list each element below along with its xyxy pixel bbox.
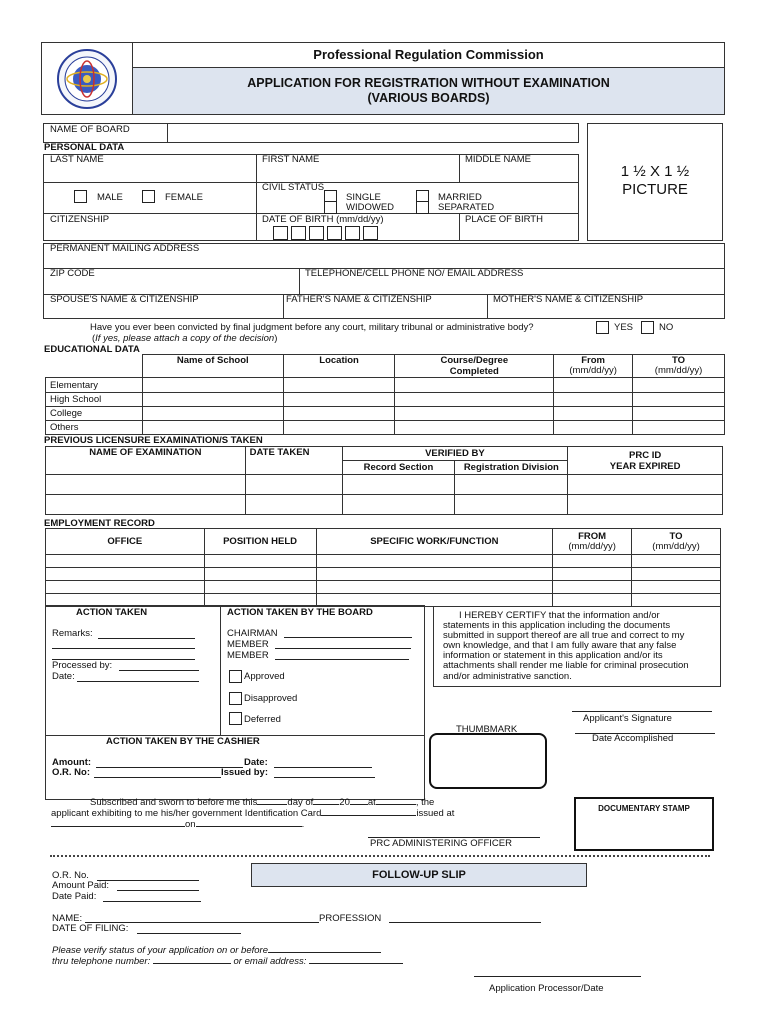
dob-box-2[interactable] bbox=[291, 226, 306, 240]
note-close: ) bbox=[274, 333, 278, 344]
spouse-label: SPOUSE'S NAME & CITIZENSHIP bbox=[50, 294, 199, 305]
oath-period: . bbox=[301, 819, 305, 830]
middle-name-label: MIDDLE NAME bbox=[465, 154, 531, 165]
licensure-table bbox=[45, 446, 723, 515]
male-label: MALE bbox=[97, 192, 123, 203]
personal-data-heading: PERSONAL DATA bbox=[44, 142, 125, 153]
oath-subscribed: Subscribed and sworn to before me this bbox=[90, 797, 258, 808]
picture-label: PICTURE bbox=[622, 181, 688, 198]
male-checkbox[interactable] bbox=[74, 190, 87, 203]
oath-line-2 bbox=[51, 808, 454, 819]
separated-checkbox[interactable] bbox=[416, 201, 429, 214]
separated-label: SEPARATED bbox=[438, 202, 495, 213]
education-table bbox=[45, 354, 725, 435]
married-label: MARRIED bbox=[438, 192, 482, 203]
form-title: APPLICATION FOR REGISTRATION WITHOUT EXAMINATION bbox=[247, 76, 610, 90]
followup-or-label: O.R. No. bbox=[52, 870, 89, 881]
oath-20: 20 bbox=[339, 797, 350, 808]
board-input[interactable] bbox=[168, 124, 578, 142]
oath-id-text: applicant exhibiting to me his/her government Identification Card bbox=[51, 808, 322, 819]
deferred-label: Deferred bbox=[244, 714, 281, 725]
lic-col-verified: VERIFIED BY bbox=[342, 447, 568, 461]
followup-filing-label: DATE OF FILING: bbox=[52, 923, 129, 934]
dob-box-5[interactable] bbox=[345, 226, 360, 240]
prc-seal-icon bbox=[52, 48, 122, 110]
conviction-question: Have you ever been convicted by final judgment before any court, military tribunal or administrative body? bbox=[90, 322, 534, 333]
certify-line-3: submitted in support thereof are all true and correct to my bbox=[443, 630, 685, 641]
cashier-title: ACTION TAKEN BY THE CASHIER bbox=[106, 736, 260, 747]
action-taken-title: ACTION TAKEN bbox=[76, 607, 148, 618]
deferred-checkbox[interactable] bbox=[229, 712, 242, 725]
processor-label: Application Processor/Date bbox=[489, 983, 604, 994]
edu-row-others: Others bbox=[46, 421, 143, 435]
dob-label: DATE OF BIRTH (mm/dd/yy) bbox=[262, 214, 384, 225]
education-heading: EDUCATIONAL DATA bbox=[44, 344, 140, 355]
employment-heading: EMPLOYMENT RECORD bbox=[44, 518, 155, 529]
lic-col-name: NAME OF EXAMINATION bbox=[46, 447, 246, 475]
certify-line-5: information or statement in this application and/or its bbox=[443, 650, 663, 661]
emp-col-work: SPECIFIC WORK/FUNCTION bbox=[316, 529, 553, 555]
approved-label: Approved bbox=[244, 671, 285, 682]
followup-profession-label: PROFESSION bbox=[319, 913, 382, 924]
zip-label: ZIP CODE bbox=[50, 268, 95, 279]
dob-box-4[interactable] bbox=[327, 226, 342, 240]
applicant-signature-label: Applicant's Signature bbox=[583, 713, 672, 724]
remarks-label: Remarks: bbox=[52, 628, 93, 639]
cut-line bbox=[50, 855, 710, 857]
emp-col-to: TO (mm/dd/yy) bbox=[632, 529, 721, 555]
org-name: Professional Regulation Commission bbox=[313, 47, 544, 62]
oath-day: day of bbox=[287, 797, 314, 808]
dob-box-3[interactable] bbox=[309, 226, 324, 240]
note-open: ( bbox=[92, 333, 96, 344]
form-subtitle: (VARIOUS BOARDS) bbox=[367, 91, 490, 105]
amount-label: Amount: bbox=[52, 757, 92, 768]
edu-col-location: Location bbox=[283, 355, 395, 378]
edu-row-highschool: High School bbox=[46, 393, 143, 407]
first-name-label: FIRST NAME bbox=[262, 154, 320, 165]
thumbmark-label: THUMBMARK bbox=[456, 724, 518, 735]
documentary-stamp-label: DOCUMENTARY STAMP bbox=[598, 804, 690, 813]
widowed-label: WIDOWED bbox=[346, 202, 395, 213]
edu-col-school: Name of School bbox=[142, 355, 283, 378]
conviction-yes-label: YES bbox=[614, 322, 634, 333]
verify-text-1: Please verify status of your application on or before bbox=[52, 945, 268, 956]
single-label: SINGLE bbox=[346, 192, 381, 203]
conviction-note bbox=[92, 333, 277, 344]
followup-amount-label: Amount Paid: bbox=[52, 880, 110, 891]
citizenship-label: CITIZENSHIP bbox=[50, 214, 110, 225]
female-checkbox[interactable] bbox=[142, 190, 155, 203]
conviction-no-label: NO bbox=[659, 322, 674, 333]
oath-line-3 bbox=[51, 819, 304, 830]
certify-line-6: attachments shall render me liable for criminal prosecution bbox=[443, 660, 689, 671]
oath-the: , the bbox=[415, 797, 435, 808]
board-action-title: ACTION TAKEN BY THE BOARD bbox=[227, 607, 373, 618]
employment-table bbox=[45, 528, 721, 607]
verify-text-2: thru telephone number: bbox=[52, 956, 151, 967]
conviction-yes-checkbox[interactable] bbox=[596, 321, 609, 334]
address-box bbox=[43, 243, 725, 319]
certify-line-4: own knowledge, and that I am fully aware that any false bbox=[443, 640, 677, 651]
oath-at: at bbox=[367, 797, 376, 808]
certify-line-1: I HEREBY CERTIFY that the information and/or bbox=[459, 610, 660, 621]
oath-on: on bbox=[185, 819, 196, 830]
member-label-1: MEMBER bbox=[227, 639, 269, 650]
disapproved-label: Disapproved bbox=[244, 693, 298, 704]
mother-label: MOTHER'S NAME & CITIZENSHIP bbox=[493, 294, 644, 305]
dob-box-6[interactable] bbox=[363, 226, 378, 240]
cashier-date-label: Date: bbox=[244, 757, 268, 768]
action-date-label: Date: bbox=[52, 671, 75, 682]
emp-col-office: OFFICE bbox=[46, 529, 205, 555]
or-no-label: O.R. No: bbox=[52, 767, 90, 778]
processed-label: Processed by: bbox=[52, 660, 113, 671]
followup-name-label: NAME: bbox=[52, 913, 83, 924]
female-label: FEMALE bbox=[165, 192, 204, 203]
edu-row-college: College bbox=[46, 407, 143, 421]
widowed-checkbox[interactable] bbox=[324, 201, 337, 214]
picture-size: 1 ½ X 1 ½ bbox=[620, 163, 690, 180]
certify-line-7: and/or administrative sanction. bbox=[443, 671, 572, 682]
verify-text-3: or email address: bbox=[233, 956, 307, 967]
administering-officer-label: PRC ADMINISTERING OFFICER bbox=[370, 838, 512, 849]
date-accomplished-label: Date Accomplished bbox=[592, 733, 674, 744]
emp-col-from: FROM (mm/dd/yy) bbox=[553, 529, 632, 555]
pob-label: PLACE OF BIRTH bbox=[465, 214, 543, 225]
edu-col-course: Course/Degree Completed bbox=[395, 355, 554, 378]
conviction-no-checkbox[interactable] bbox=[641, 321, 654, 334]
followup-verify-2 bbox=[52, 956, 403, 967]
disapproved-checkbox[interactable] bbox=[229, 692, 242, 705]
oath-issued: issued at bbox=[416, 808, 455, 819]
civil-status-label: CIVIL STATUS bbox=[262, 182, 325, 193]
board-label: NAME OF BOARD bbox=[50, 124, 130, 135]
certify-line-2: statements in this application including the documents bbox=[443, 620, 671, 631]
contact-label: TELEPHONE/CELL PHONE NO/ EMAIL ADDRESS bbox=[305, 268, 524, 279]
edu-row-elementary: Elementary bbox=[46, 378, 143, 393]
thumbmark-box[interactable] bbox=[429, 733, 547, 789]
issued-by-label: Issued by: bbox=[221, 767, 268, 778]
lic-col-prc: PRC ID YEAR EXPIRED bbox=[568, 447, 723, 475]
followup-title: FOLLOW-UP SLIP bbox=[372, 869, 466, 881]
member-label-2: MEMBER bbox=[227, 650, 269, 661]
mailing-label: PERMANENT MAILING ADDRESS bbox=[50, 243, 200, 254]
lic-col-record: Record Section bbox=[342, 461, 455, 475]
followup-verify-1 bbox=[52, 945, 381, 956]
father-label: FATHER'S NAME & CITIZENSHIP bbox=[286, 294, 432, 305]
emp-col-position: POSITION HELD bbox=[204, 529, 316, 555]
licensure-heading: PREVIOUS LICENSURE EXAMINATION/S TAKEN bbox=[44, 435, 263, 446]
lic-col-registration: Registration Division bbox=[455, 461, 568, 475]
edu-col-from: From (mm/dd/yy) bbox=[554, 355, 633, 378]
last-name-label: LAST NAME bbox=[50, 154, 104, 165]
approved-checkbox[interactable] bbox=[229, 670, 242, 683]
oath-line-1 bbox=[90, 797, 434, 808]
chairman-label: CHAIRMAN bbox=[227, 628, 278, 639]
followup-date-paid-label: Date Paid: bbox=[52, 891, 97, 902]
edu-col-to: TO (mm/dd/yy) bbox=[633, 355, 725, 378]
lic-col-date: DATE TAKEN bbox=[245, 447, 342, 475]
note-text: If yes, please attach a copy of the decision bbox=[95, 333, 275, 344]
dob-box-1[interactable] bbox=[273, 226, 288, 240]
